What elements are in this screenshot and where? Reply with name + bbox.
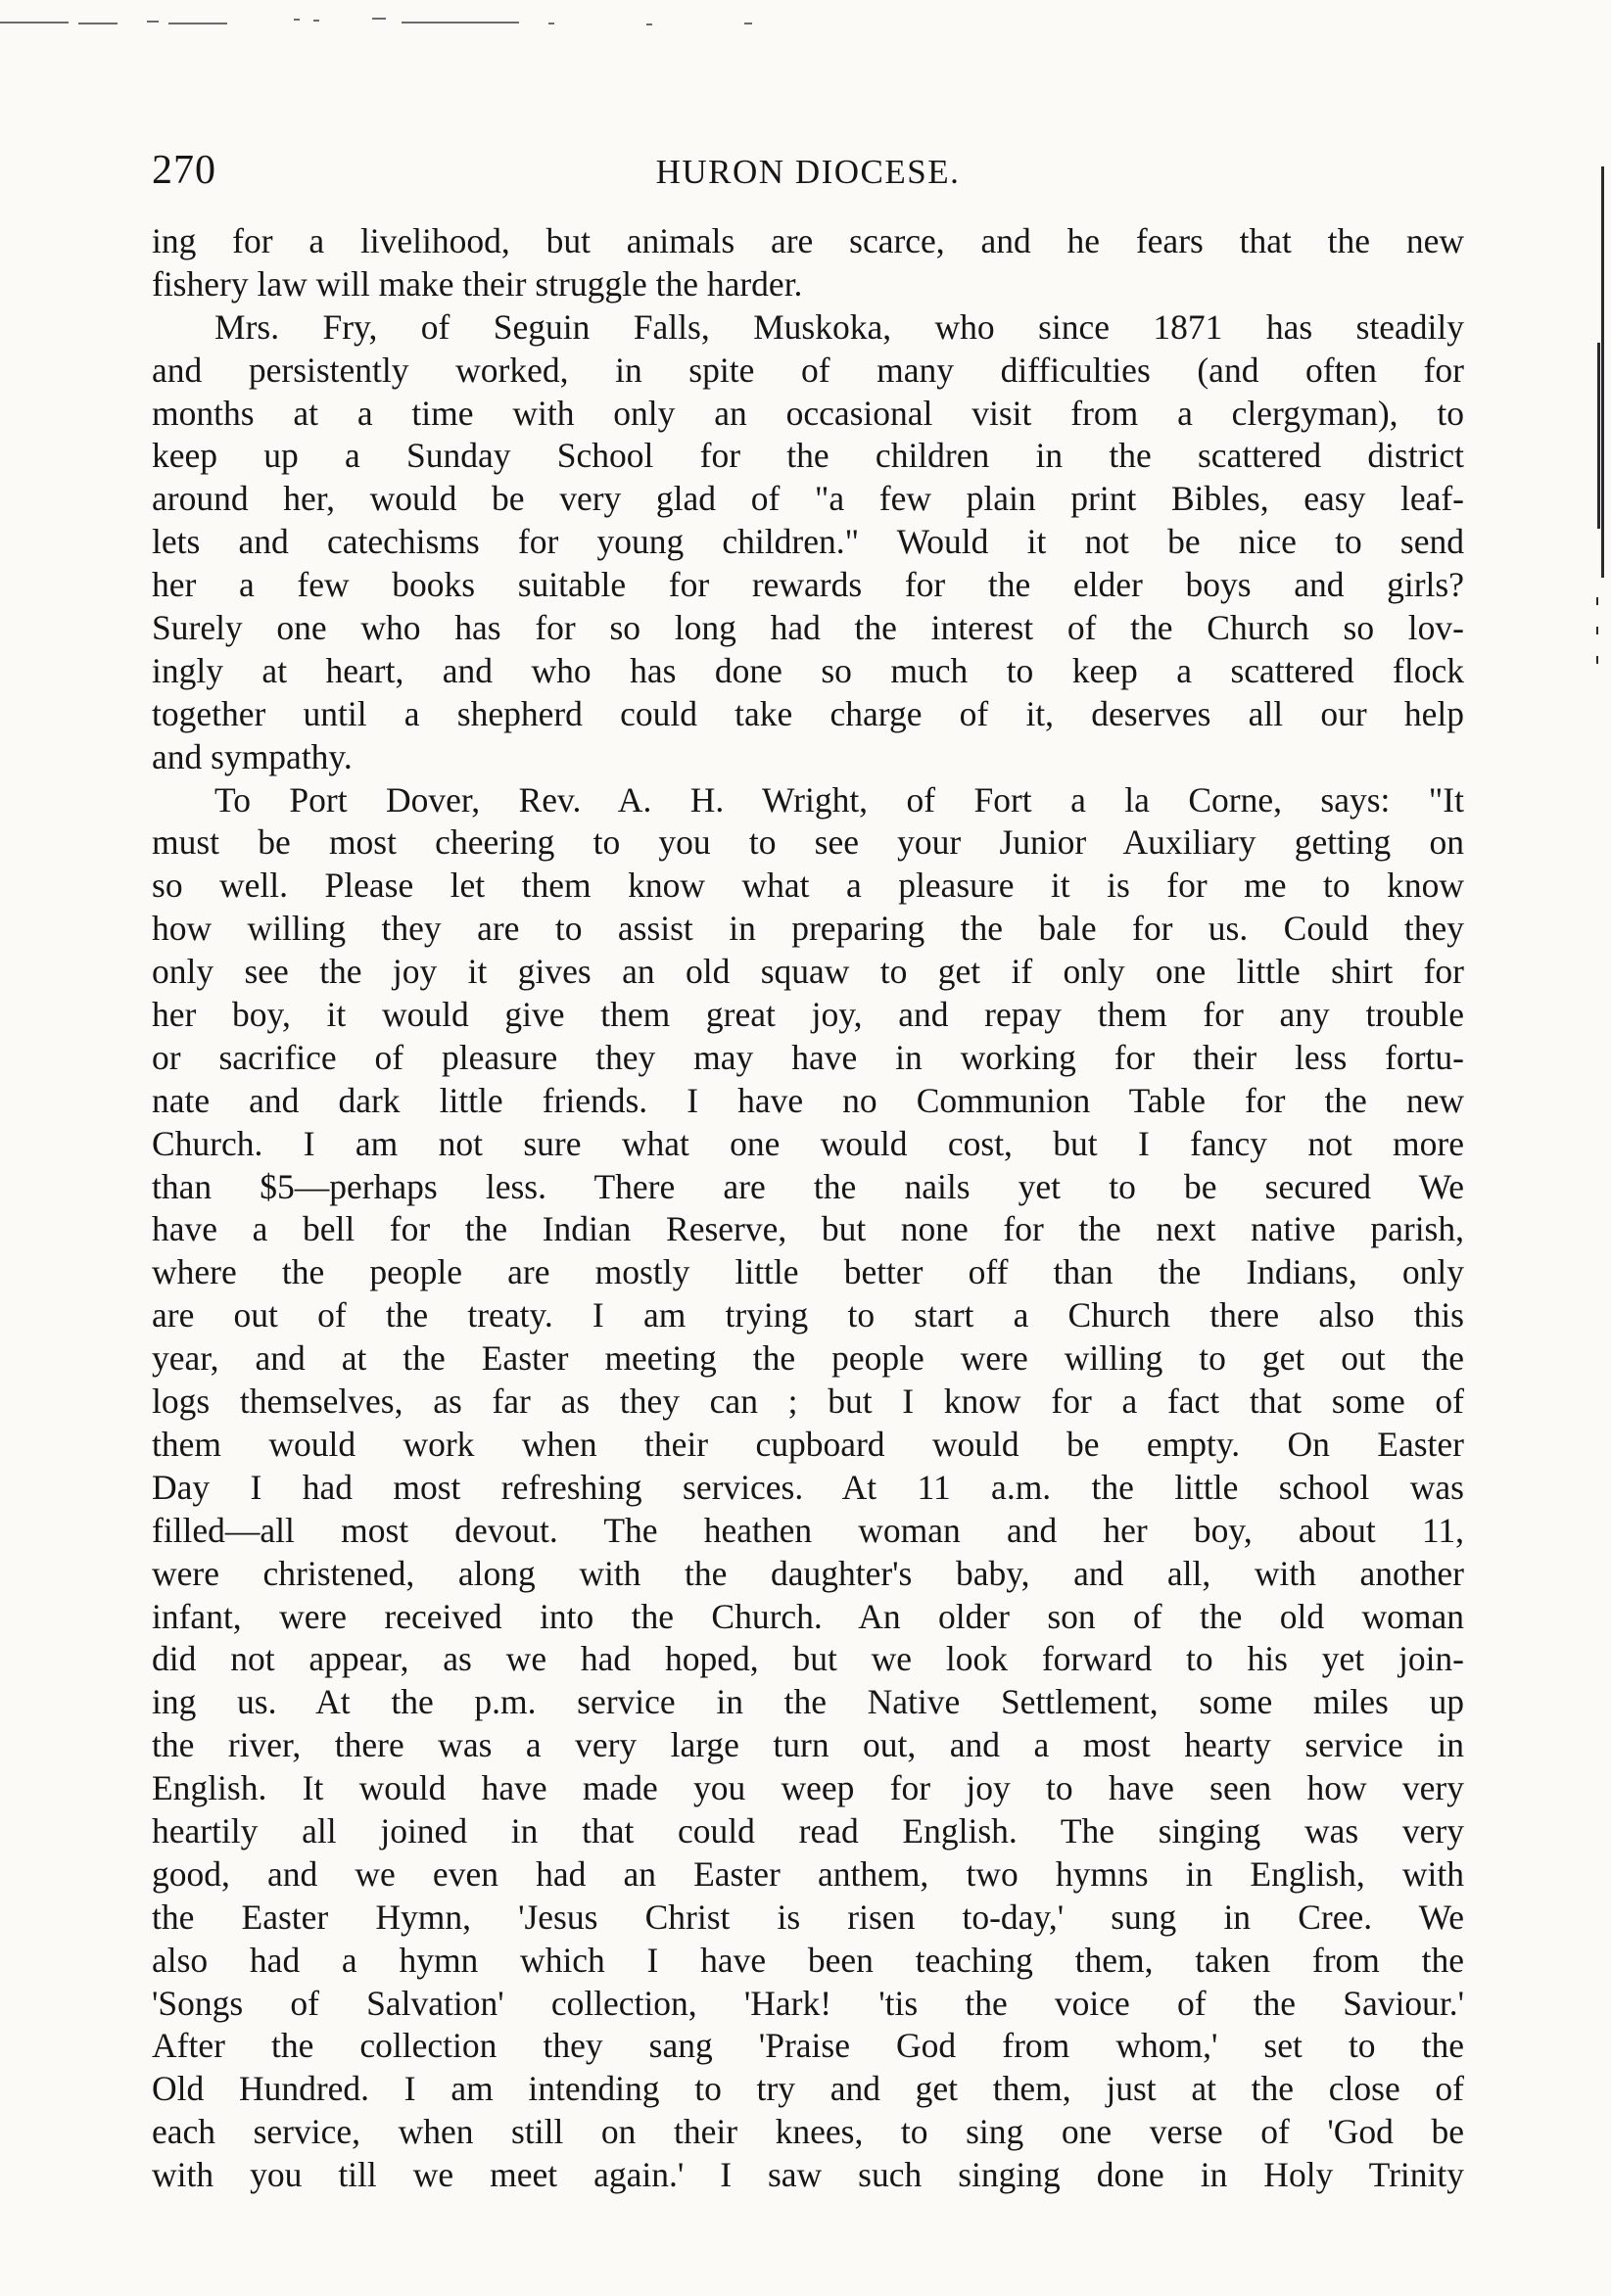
text-line: English. It would have made you weep for joy to have seen how very [152,1768,1464,1808]
text-line: how willing they are to assist in preparing the bale for us. Could they [152,909,1464,949]
text-line: than $5—perhaps less. There are the nails yet to be secured We [152,1166,1464,1206]
text-line: her boy, it would give them great joy, and repay them for any trouble [152,995,1464,1035]
text-line: infant, were received into the Church. An older son of the old woman [152,1596,1464,1636]
text-line: with you till we meet again.' I saw such singing done in Holy Trinity [152,2155,1464,2195]
text-line: After the collection they sang 'Praise God from whom,' set to the [152,2026,1464,2066]
page-header [152,147,1464,200]
text-line: them would work when their cupboard would be empty. On Easter [152,1424,1464,1464]
text-line: fishery law will make their struggle the harder. [152,263,803,304]
text-line: Surely one who has for so long had the interest of the Church so lov- [152,608,1464,648]
text-line: good, and we even had an Easter anthem, two hymns in English, with [152,1853,1464,1894]
text-line: did not appear, as we had hoped, but we look forward to his yet join- [152,1639,1464,1679]
text-line: lets and catechisms for young children." Would it not be nice to send [152,522,1464,562]
text-line: keep up a Sunday School for the children in the scattered district [152,436,1464,476]
text-line: and sympathy. [152,736,353,776]
text-line: 'Songs of Salvation' collection, 'Hark! 'tis the voice of the Saviour.' [152,1983,1464,2023]
text-line: months at a time with only an occasional visit from a clergyman), to [152,393,1464,433]
text-line: only see the joy it gives an old squaw to get if only one little shirt for [152,952,1464,992]
text-line: were christened, along with the daughter's baby, and all, with another [152,1553,1464,1593]
text-line: her a few books suitable for rewards for the elder boys and girls? [152,565,1464,605]
text-line: together until a shepherd could take charge of it, deserves all our help [152,693,1464,733]
text-line: To Port Dover, Rev. A. H. Wright, of Fort a la Corne, says: "It [214,779,1464,820]
text-line: ingly at heart, and who has done so much to keep a scattered flock [152,650,1464,690]
text-line: have a bell for the Indian Reserve, but none for the next native parish, [152,1209,1464,1249]
text-line: ing for a livelihood, but animals are scarce, and he fears that the new [152,221,1464,260]
text-line: logs themselves, as far as they can ; but I know for a fact that some of [152,1382,1464,1422]
scan-noise-top [0,16,803,29]
text-line: are out of the treaty. I am trying to start a Church there also this [152,1295,1464,1335]
text-line: must be most cheering to you to see your Junior Auxiliary getting on [152,822,1464,863]
text-line: year, and at the Easter meeting the people were willing to get out the [152,1338,1464,1379]
text-line: heartily all joined in that could read English. The singing was very [152,1810,1464,1851]
body-text [152,220,1464,2197]
page-number: 270 [152,148,216,193]
text-line: also had a hymn which I have been teaching them, taken from the [152,1940,1464,1980]
text-line: or sacrifice of pleasure they may have in working for their less fortu- [152,1037,1464,1077]
text-line: Day I had most refreshing services. At 11 a.m. the little school was [152,1467,1464,1507]
text-line: where the people are mostly little better off than the Indians, only [152,1252,1464,1292]
text-line: nate and dark little friends. I have no Communion Table for the new [152,1080,1464,1120]
text-line: the Easter Hymn, 'Jesus Christ is risen to-day,' sung in Cree. We [152,1897,1464,1937]
scan-edge-marks [1584,147,1611,2007]
text-line: and persistently worked, in spite of many difficulties (and often for [152,350,1464,390]
text-line: Mrs. Fry, of Seguin Falls, Muskoka, who since 1871 has steadily [214,306,1464,347]
text-line: ing us. At the p.m. service in the Native Settlement, some miles up [152,1682,1464,1722]
text-line: so well. Please let them know what a pleasure it is for me to know [152,866,1464,906]
text-line: around her, would be very glad of "a few plain print Bibles, easy leaf- [152,479,1464,519]
running-title: HURON DIOCESE. [655,153,961,191]
text-line: filled—all most devout. The heathen woman and her boy, about 11, [152,1510,1464,1550]
text-line: Old Hundred. I am intending to try and get them, just at the close of [152,2069,1464,2109]
text-line: each service, when still on their knees, to sing one verse of 'God be [152,2112,1464,2152]
text-line: the river, there was a very large turn out, and a most hearty service in [152,1725,1464,1765]
text-line: Church. I am not sure what one would cost, but I fancy not more [152,1123,1464,1163]
